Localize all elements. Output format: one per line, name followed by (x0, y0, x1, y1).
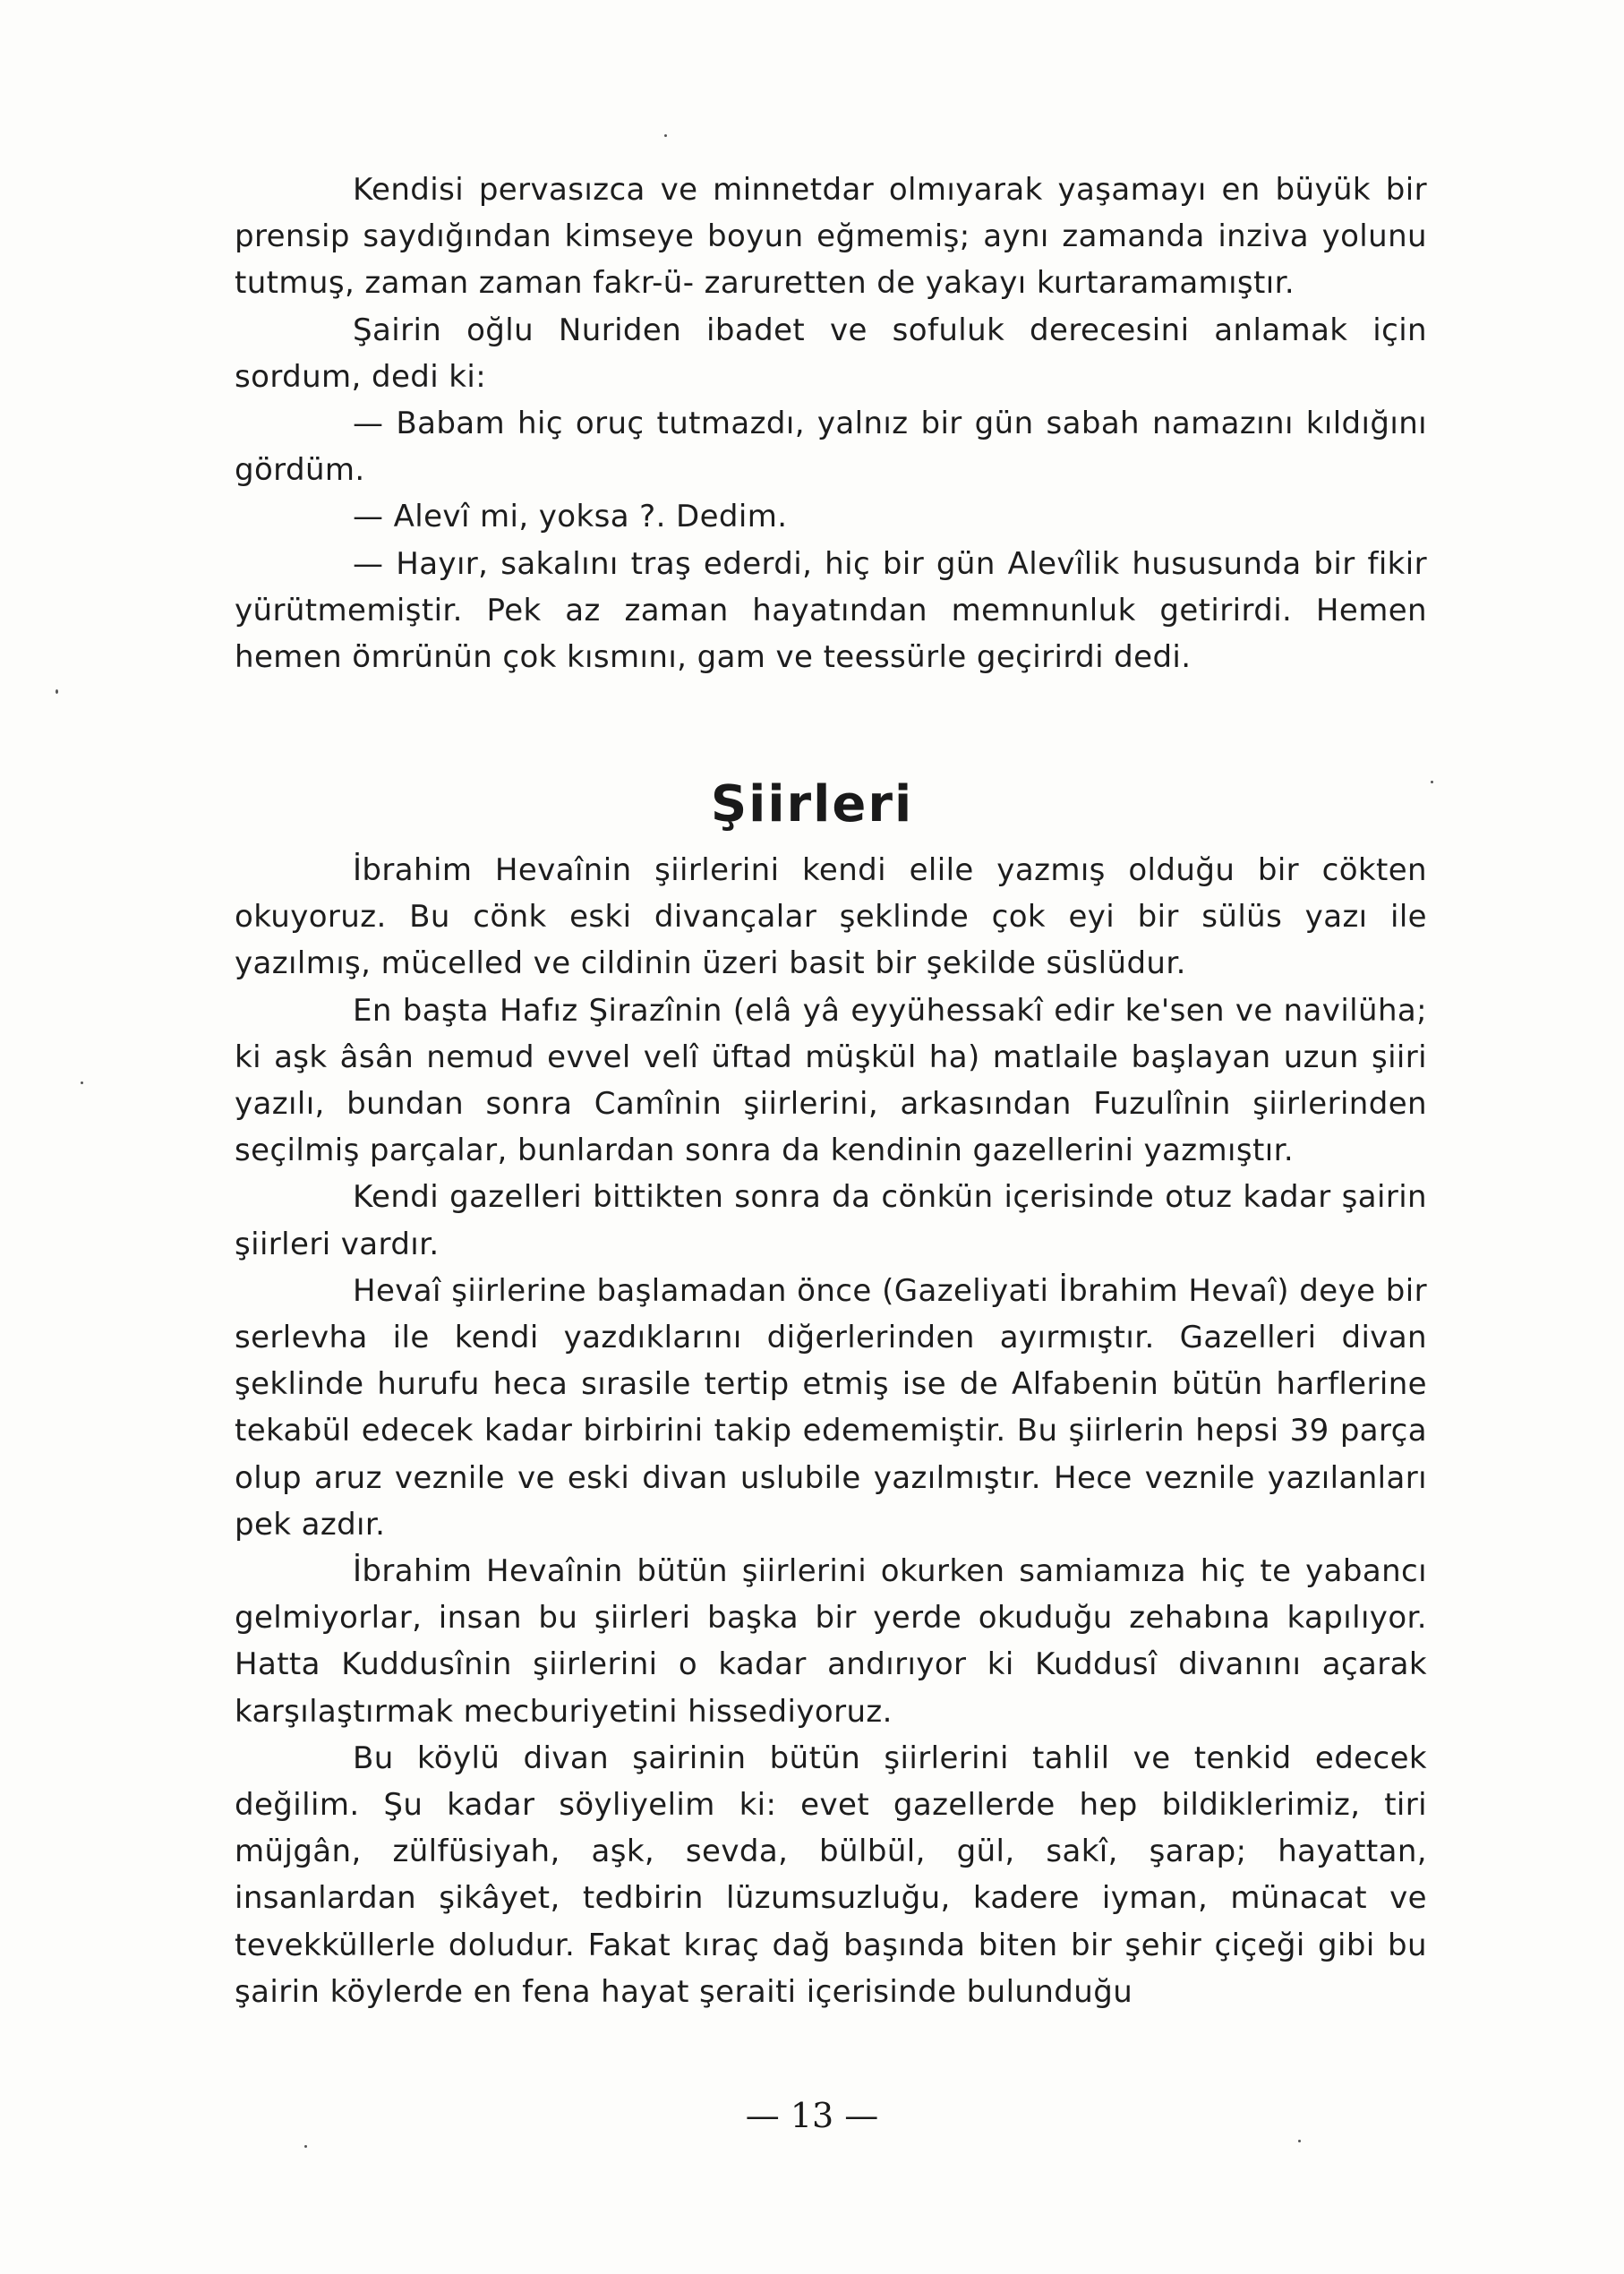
scan-speck (81, 1081, 83, 1084)
dialogue-line: — Hayır, sakalını traş ederdi, hiç bir gün Alevîlik hususunda bir fikir yürütmemiştir. Pek az zaman hayatından memnunluk getirirdi. Hemen hemen ömrünün çok kısmını, gam ve teessürle geçirirdi dedi. (235, 545, 1427, 676)
paragraph: İbrahim Hevaînin bütün şiirlerini okurken samiamıza hiç te yabancı gelmiyorlar, insan bu şiirleri başka bir yerde okuduğu zehabına kapılıyor. Hatta Kuddusînin şiirlerini o kadar andırıyor ki Kuddusî divanını açarak karşılaştırmak mecburiyetini hissediyoruz. (235, 1553, 1427, 1730)
scan-speck (1431, 781, 1433, 783)
paragraph: En başta Hafız Şirazînin (elâ yâ eyyühessakî edir ke'sen ve navilüha; ki aşk âsân nemud evvel velî üftad müşkül ha) matlaile başlayan uzun şiiri yazılı, bundan sonra Camînin şiirlerini, arkasından Fuzulînin şiirlerinden seçilmiş parçalar, bunlardan sonra da kendinin gazellerini yazmıştır. (235, 992, 1427, 1169)
section-heading: Şiirleri (710, 775, 914, 834)
scan-speck (664, 134, 667, 137)
scan-speck (1298, 2140, 1301, 2142)
paragraph: Şairin oğlu Nuriden ibadet ve sofuluk derecesini anlamak için sordum, dedi ki: (235, 312, 1427, 395)
paragraph: Bu köylü divan şairinin bütün şiirlerini tahlil ve tenkid edecek değilim. Şu kadar söyliyelim ki: evet gazellerde hep bildiklerimiz, tiri müjgân, zülfüsiyah, aşk, sevda, bülbül, gül, sakî, şarap; hayattan, insanlardan şikâyet, tedbirin lüzumsuzluğu, kadere iyman, münacat ve tevekküllerle doludur. Fakat kıraç dağ başında biten bir şehir çiçeği gibi bu şairin köylerde en fena hayat şeraiti içerisinde bulunduğu (235, 1740, 1427, 2010)
paragraph: Kendisi pervasızca ve minnetdar olmıyarak yaşamayı en büyük bir prensip saydığından kimseye boyun eğmemiş; aynı zamanda inziva yolunu tutmuş, zaman zaman fakr-ü- zaruretten de yakayı kurtaramamıştır. (235, 172, 1427, 302)
scan-speck (56, 689, 58, 694)
paragraph: İbrahim Hevaînin şiirlerini kendi elile yazmış olduğu bir cökten okuyoruz. Bu cönk eski divançalar şeklinde çok eyi bir sülüs yazı ile yazılmış, mücelled ve cildinin üzeri basit bir şekilde süslüdur. (235, 852, 1427, 982)
dialogue-line: — Alevî mi, yoksa ?. Dedim. (353, 499, 788, 535)
body-text-before-heading (235, 167, 1427, 680)
paragraph: Kendi gazelleri bittikten sonra da cönkün içerisinde otuz kadar şairin şiirleri vardır. (235, 1179, 1427, 1262)
paragraph: Hevaî şiirlerine başlamadan önce (Gazeliyati İbrahim Hevaî) deye bir serlevha ile kendi yazdıklarını diğerlerinden ayırmıştır. Gazelleri divan şeklinde hurufu heca sırasile tertip etmiş ise de Alfabenin bütün harflerine tekabül edecek kadar birbirini takip edememiştir. Bu şiirlerin hepsi 39 parça olup aruz veznile ve eski divan uslubile yazılmıştır. Hece veznile yazılanları pek azdır. (235, 1272, 1427, 1543)
page-number: — 13 — (745, 2096, 879, 2135)
body-text-after-heading (235, 847, 1427, 2015)
dialogue-line: — Babam hiç oruç tutmazdı, yalnız bir gün sabah namazını kıldığını gördüm. (235, 406, 1427, 489)
scan-speck (304, 2145, 307, 2148)
